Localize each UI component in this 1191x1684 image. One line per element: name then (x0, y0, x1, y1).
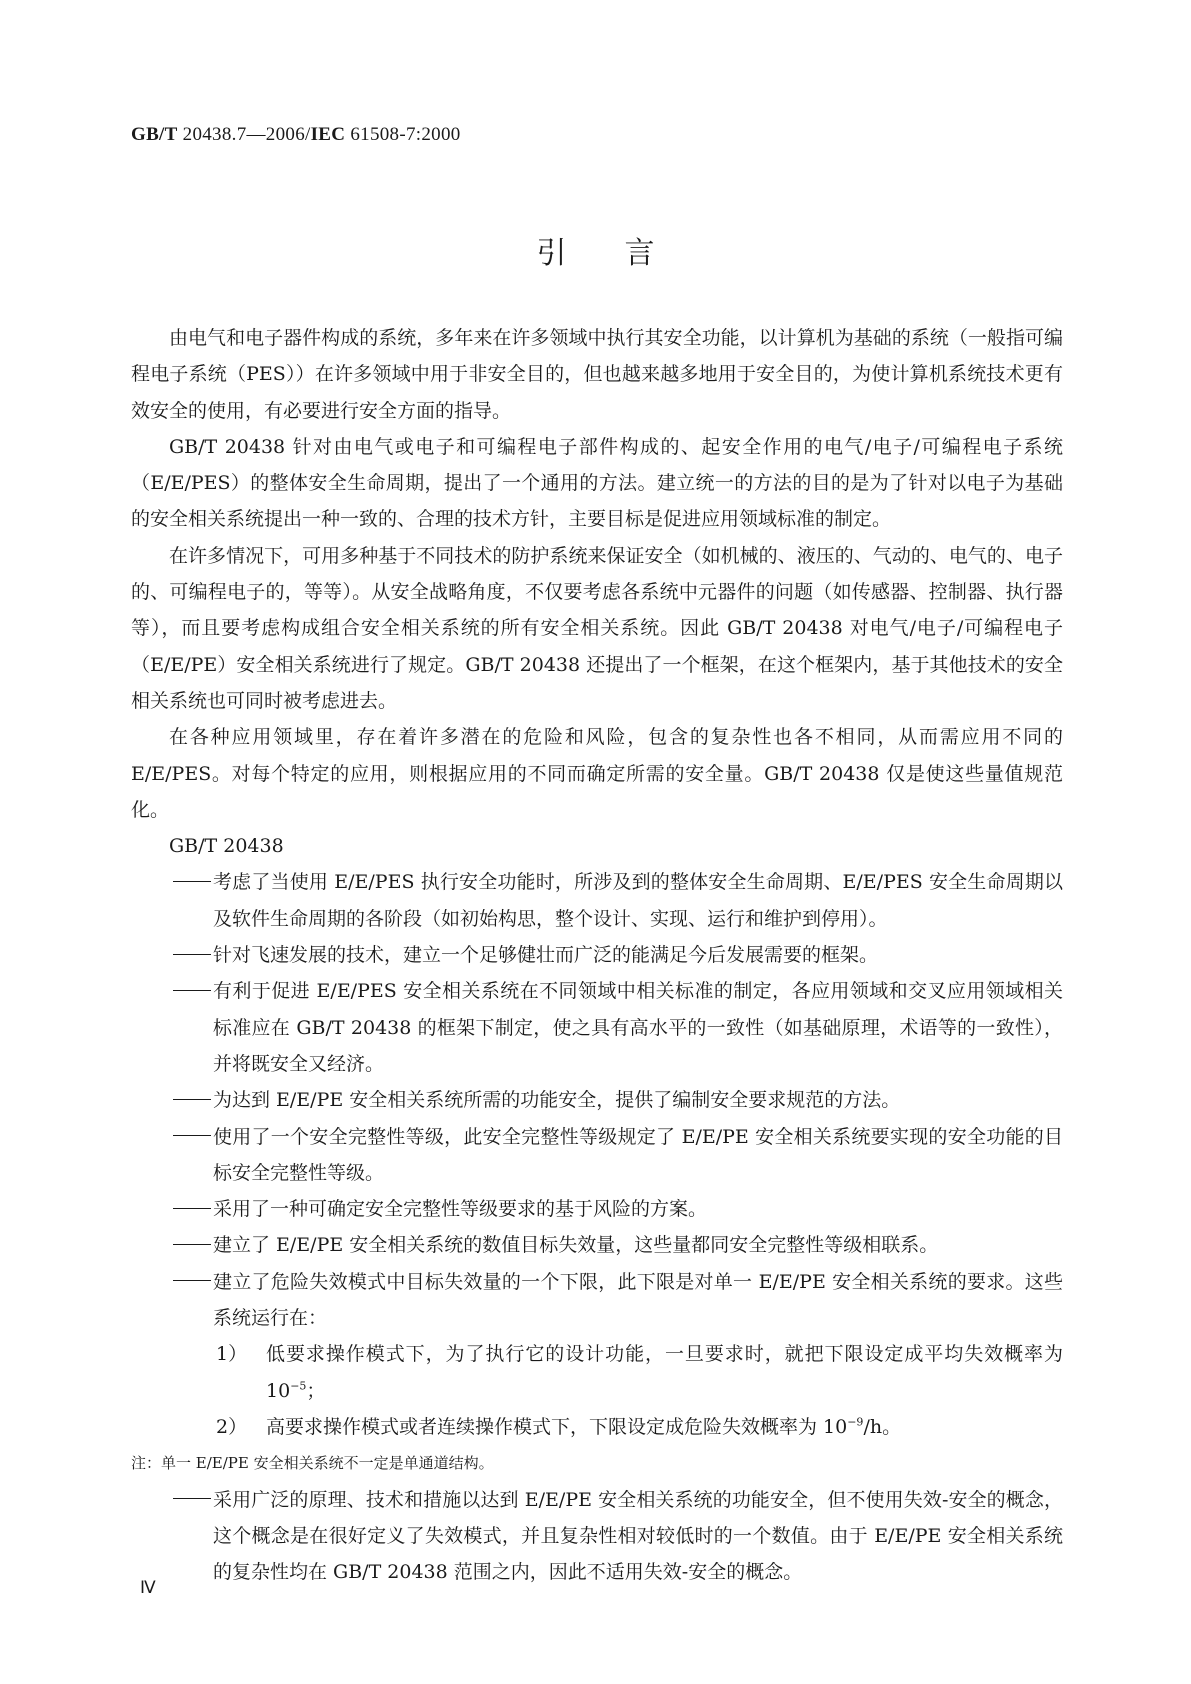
dash-item-text: 为达到 E/E/PE 安全相关系统所需的功能安全，提供了编制安全要求规范的方法。 (213, 1089, 901, 1112)
paragraph-4: 在各种应用领域里，存在着许多潜在的危险和风险，包含的复杂性也各不相同，从而需应用不同的 E/E/PES。对每个特定的应用，则根据应用的不同而确定所需的安全量。GB/T 20438 仅是使这些量值规范化。 (131, 726, 1063, 821)
dash-marker (173, 1082, 211, 1118)
dash-marker (173, 1264, 211, 1300)
standard-code: GB/T (131, 124, 178, 145)
dash-marker (173, 1119, 211, 1155)
dash-item-3 (131, 973, 1063, 1082)
dash-marker (173, 1482, 211, 1518)
dash-marker (173, 1227, 211, 1263)
dash-item-6 (131, 1191, 1063, 1227)
document-header (131, 124, 461, 146)
exponent: −5 (290, 1379, 307, 1393)
numbered-item-tail: ； (306, 1379, 326, 1402)
paragraph-2: GB/T 20438 针对由电气或电子和可编程电子部件构成的、起安全作用的电气/电子/可编程电子系统（E/E/PES）的整体安全生命周期，提出了一个通用的方法。建立统一的方法的目的是为了针对以电子为基础的安全相关系统提出一种一致的、合理的技术方针，主要目标是促进应用领域标准的制定。 (131, 435, 1063, 531)
document-body (131, 320, 1063, 1590)
dash-item-text: 有利于促进 E/E/PES 安全相关系统在不同领域中相关标准的制定，各应用领域和交叉应用领域相关标准应在 GB/T 20438 的框架下制定，使之具有高水平的一致性（如基础原理，术语等的一致性），并将既安全又经济。 (213, 980, 1063, 1075)
dash-item-text: 使用了一个安全完整性等级，此安全完整性等级规定了 E/E/PE 安全相关系统要实现的安全功能的目标安全完整性等级。 (213, 1125, 1063, 1184)
page-number: Ⅳ (140, 1578, 156, 1597)
dash-item-2 (131, 937, 1063, 973)
title-char-2: 言 (624, 236, 655, 271)
numbered-item-body: 低要求操作模式下，为了执行它的设计功能，一旦要求时，就把下限设定成平均失效概率为 10 (266, 1343, 1063, 1402)
dash-item-1 (131, 864, 1063, 937)
page-title (0, 228, 1191, 272)
numbered-item-number: 1） (216, 1343, 248, 1366)
dash-item-text: 考虑了当使用 E/E/PES 执行安全功能时，所涉及到的整体安全生命周期、E/E/PES 安全生命周期以及软件生命周期的各阶段（如初始构思，整个设计、实现、运行和维护到停用）。 (213, 871, 1063, 930)
numbered-item-text (216, 1336, 1063, 1409)
dash-item-text: 建立了危险失效模式中目标失效量的一个下限，此下限是对单一 E/E/PE 安全相关系统的要求。这些系统运行在： (213, 1270, 1063, 1330)
exponent: −9 (847, 1415, 864, 1429)
dash-marker (173, 1191, 211, 1227)
dash-item-text: 针对飞速发展的技术，建立一个足够健壮而广泛的能满足今后发展需要的框架。 (213, 944, 879, 967)
note: 注：单一 E/E/PE 安全相关系统不一定是单通道结构。 (131, 1454, 494, 1473)
dash-item-text: 采用了一种可确定安全完整性等级要求的基于风险的方案。 (213, 1198, 708, 1221)
dash-item-5 (131, 1119, 1063, 1192)
dash-marker (173, 973, 211, 1009)
paragraph-3: 在许多情况下，可用多种基于不同技术的防护系统来保证安全（如机械的、液压的、气动的、电气的、电子的、可编程电子的，等等）。从安全战略角度，不仅要考虑各系统中元器件的问题（如传感器、控制器、执行器等），而且要考虑构成组合安全相关系统的所有安全相关系统。因此 GB/T 20438 对电气/电子/可编程电子（E/E/PE）安全相关系统进行了规定。GB/T 20438 还提出了一个框架，在这个框架内，基于其他技术的安全相关系统也可同时被考虑进去。 (131, 544, 1063, 712)
numbered-item-2 (131, 1409, 1063, 1445)
dash-marker (173, 864, 211, 900)
title-char-1: 引 (536, 236, 567, 271)
list-intro: GB/T 20438 (169, 835, 284, 858)
dash-item-7 (131, 1227, 1063, 1263)
standard-number: 20438.7—2006/ (177, 124, 311, 145)
numbered-item-number: 2） (216, 1415, 248, 1438)
numbered-item-text (216, 1409, 1063, 1445)
numbered-item-1 (131, 1336, 1063, 1409)
dash-item-9 (131, 1482, 1063, 1591)
dash-item-4 (131, 1082, 1063, 1118)
numbered-item-tail: /h。 (863, 1415, 902, 1438)
dash-item-text: 采用广泛的原理、技术和措施以达到 E/E/PE 安全相关系统的功能安全，但不使用失效-安全的概念，这个概念是在很好定义了失效模式，并且复杂性相对较低时的一个数值。由于 E/E/PE 安全相关系统的复杂性均在 GB/T 20438 范围之内，因此不适用失效-安全的概念。 (213, 1488, 1063, 1584)
dash-marker (173, 937, 211, 973)
dash-item-text: 建立了 E/E/PE 安全相关系统的数值目标失效量，这些量都同安全完整性等级相联系。 (213, 1234, 939, 1257)
paragraph-1: 由电气和电子器件构成的系统，多年来在许多领域中执行其安全功能，以计算机为基础的系统（一般指可编程电子系统（PES））在许多领域中用于非安全目的，但也越来越多地用于安全目的，为使计算机系统技术更有效安全的使用，有必要进行安全方面的指导。 (131, 327, 1063, 422)
iec-number: 61508-7:2000 (345, 124, 461, 145)
iec-code: IEC (310, 124, 346, 145)
numbered-item-body: 高要求操作模式或者连续操作模式下，下限设定成危险失效概率为 10 (266, 1415, 848, 1438)
dash-item-8 (131, 1264, 1063, 1337)
